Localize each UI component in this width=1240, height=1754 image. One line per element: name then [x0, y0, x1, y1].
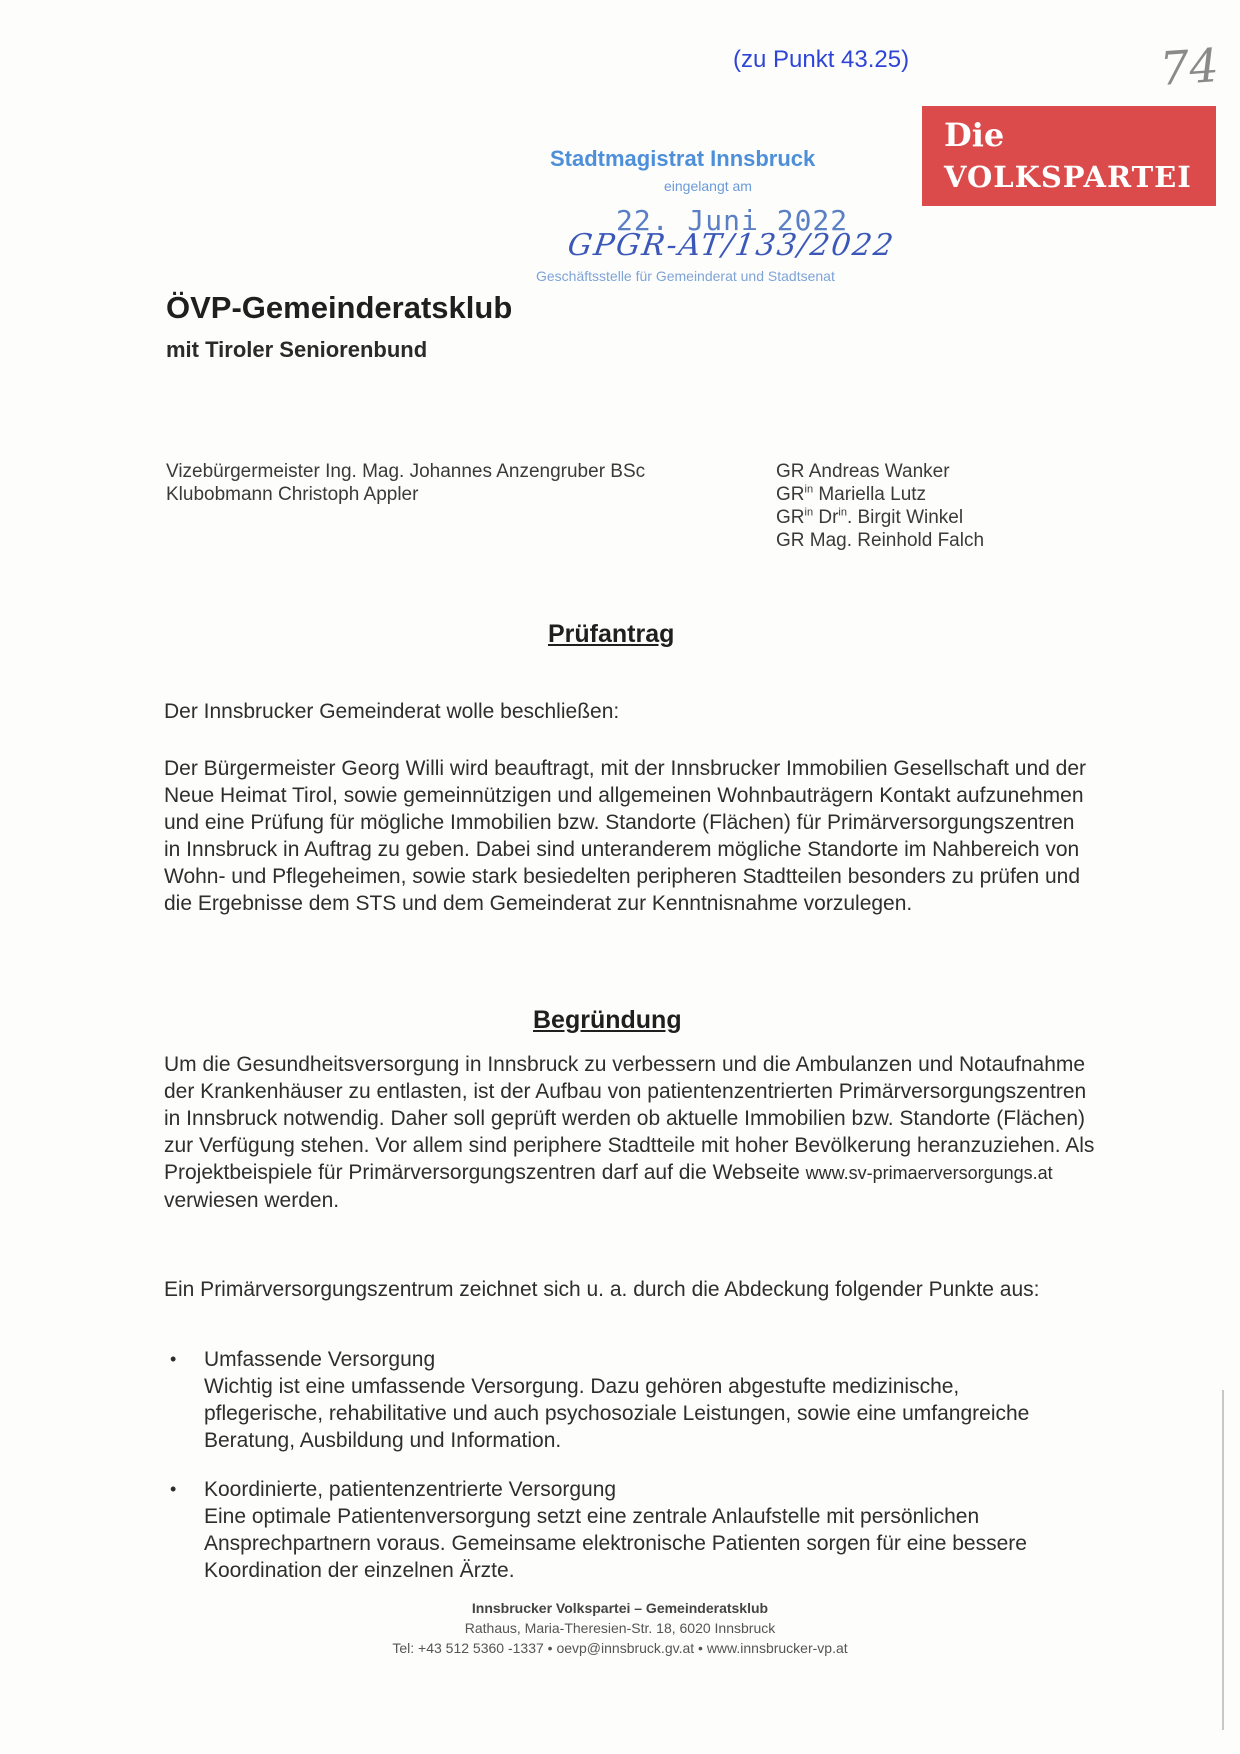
footer-address: Rathaus, Maria-Theresien-Str. 18, 6020 Innsbruck — [464, 1620, 776, 1636]
club-subtitle: mit Tiroler Seniorenbund — [166, 337, 428, 362]
justification-heading: Begründung — [533, 1006, 682, 1034]
logo-line-2: VOLKSPARTEI — [944, 160, 1192, 194]
signatory: GR Andreas Wanker — [776, 461, 950, 482]
footer-contact: Tel: +43 512 5360 -1337 • oevp@innsbruck.gv.at • www.innsbrucker-vp.at — [392, 1640, 848, 1656]
motion-intro: Der Innsbrucker Gemeinderat wolle beschließen: — [164, 700, 620, 723]
list-item-text: Eine optimale Patientenversorgung setzt eine zentrale Anlaufstelle mit persönlichen Ansprechpartnern voraus. Gemeinsame elektronische Patienten sorgen für eine bessere Koordination der einzelnen Ärzte. — [204, 1505, 1027, 1582]
list-item-title: Koordinierte, patientenzentrierte Versorgung — [204, 1478, 617, 1501]
stamp-received-label: eingelangt am — [664, 178, 752, 194]
stamp-office: Stadtmagistrat Innsbruck — [550, 146, 816, 171]
signatory: Klubobmann Christoph Appler — [166, 484, 419, 505]
footer-org: Innsbrucker Volkspartei – Gemeinderatsklub — [471, 1600, 769, 1616]
list-item-title: Umfassende Versorgung — [204, 1348, 436, 1371]
signatories-right — [776, 460, 984, 552]
party-logo — [922, 106, 1216, 206]
list-item — [164, 1346, 1064, 1454]
feature-list — [164, 1346, 1064, 1606]
stamp-department: Geschäftsstelle für Gemeinderat und Stadtsenat — [536, 268, 835, 284]
stamp-file-number: GPGR-AT/133/2022 — [565, 228, 898, 263]
motion-heading: Prüfantrag — [548, 620, 675, 648]
stamp-date: 22. Juni 2022 — [616, 204, 849, 237]
list-item — [164, 1476, 1064, 1584]
signatory: Vizebürgermeister Ing. Mag. Johannes Anzengruber BSc — [166, 461, 646, 482]
bullet-icon: • — [170, 1349, 177, 1369]
club-name: ÖVP-Gemeinderatsklub — [166, 290, 513, 325]
agenda-reference: (zu Punkt 43.25) — [733, 46, 910, 73]
page-footer — [0, 1598, 1240, 1658]
justification-paragraph: Um die Gesundheitsversorgung in Innsbruck zu verbessern und die Ambulanzen und Notaufnahme der Krankenhäuser zu entlasten, ist der Aufbau von patientenzentrierten Primärversorgungszentren in Innsbruck notwendig. Daher soll geprüft werden ob aktuelle Immobilien bzw. Standorte (Flächen) zur Verfügung stehen. Vor allem sind periphere Stadtteile mit hoher Bevölkerung heranzuziehen. Als Projektbeispiele für Primärversorgungszentren darf auf die Webseite www.sv-primaerversorgungs.at verwiesen werden. — [164, 1053, 1095, 1212]
website-link[interactable]: www.sv-primaerversorgungs.at — [805, 1163, 1053, 1183]
list-item-text: Wichtig ist eine umfassende Versorgung. Dazu gehören abgestufte medizinische, pflegerische, rehabilitative und auch psychosoziale Leistungen, sowie eine umfangreiche Beratung, Ausbildung und Information. — [204, 1375, 1030, 1452]
justification-paragraph-2: Ein Primärversorgungszentrum zeichnet sich u. a. durch die Abdeckung folgender Punkte aus: — [164, 1278, 1040, 1301]
bullet-icon: • — [170, 1479, 177, 1499]
signatories-left — [166, 460, 645, 506]
motion-text: Der Bürgermeister Georg Willi wird beauftragt, mit der Innsbrucker Immobilien Gesellschaft und der Neue Heimat Tirol, sowie gemeinnützigen und allgemeinen Wohnbauträgern Kontakt aufzunehmen und eine Prüfung für mögliche Immobilien bzw. Standorte (Flächen) für Primärversorgungszentren in Innsbruck in Auftrag zu geben. Dabei sind unteranderem mögliche Standorte im Nahbereich von Wohn- und Pflegeheimen, sowie stark besiedelten peripheren Stadtteilen besonders zu prüfen und die Ergebnisse dem STS und dem Gemeinderat zur Kenntnisnahme vorzulegen. — [164, 757, 1087, 915]
signatory: $GR^{in}$ $Dr^{in}$. Birgit Winkel — [776, 506, 964, 528]
scan-edge-line — [1222, 1390, 1224, 1730]
handwritten-page-number: 74 — [1158, 38, 1221, 96]
signatory: $GR^{in}$ Mariella Lutz — [776, 483, 927, 505]
signatory: GR Mag. Reinhold Falch — [776, 530, 985, 551]
received-stamp — [530, 140, 910, 290]
logo-line-1: Die — [944, 116, 1005, 154]
